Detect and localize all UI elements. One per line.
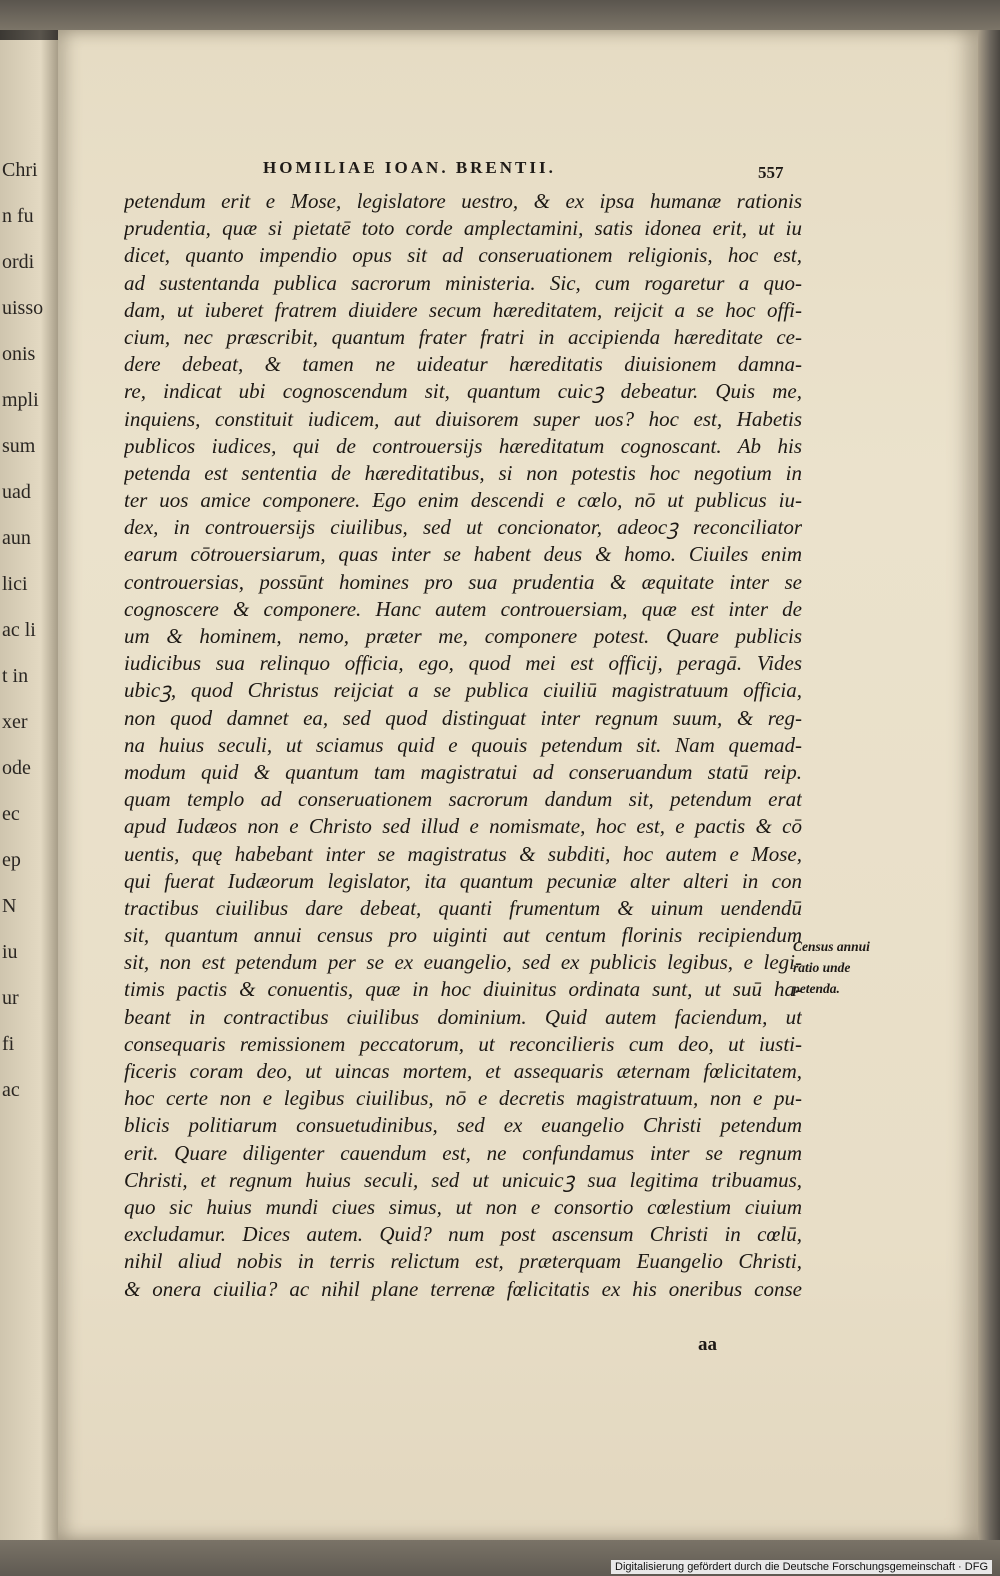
scan-top-edge [0, 0, 1000, 30]
facing-page-fragment: xer [2, 711, 28, 733]
text-line: um & hominem, nemo, præter me, componere potest. Quare publicis [124, 624, 802, 648]
book-page [58, 30, 978, 1540]
facing-page-fragment: ordi [2, 251, 35, 273]
text-line: re, indicat ubi cognoscendum sit, quantum cuicꝫ debeatur. Quis me, [124, 379, 802, 404]
facing-page-fragment: aun [2, 527, 31, 549]
running-head: HOMILIAE IOAN. BRENTII. [263, 158, 556, 177]
text-line: petenda est sententia de hæreditatibus, si non potestis hoc negotium in [124, 460, 802, 485]
facing-page-fragment: iu [2, 941, 18, 963]
facing-page-fragment: n fu [2, 205, 34, 227]
facing-page-fragment: ur [2, 987, 19, 1009]
facing-page-fragment: mpli [2, 389, 39, 411]
text-line: consequaris remissionem peccatorum, ut reconcilieris cum deo, ut iusti- [124, 1031, 802, 1056]
text-line: Christi, et regnum huius seculi, sed ut unicuicꝫ sua legitima tribuamus, [124, 1167, 802, 1192]
facing-page-fragment: Chri [2, 159, 38, 181]
text-line: controuersias, possūnt homines pro sua prudentia & æquitate inter se [124, 569, 802, 594]
text-line: modum quid & quantum tam magistratui ad conseruandum statū reip. [124, 759, 802, 784]
facing-page-fragment: N [2, 895, 17, 917]
text-line: sit, quantum annui census pro uiginti aut centum florinis recipiendum [124, 923, 802, 948]
text-line: non quod damnet ea, sed quod distinguat inter regnum suum, & reg- [124, 705, 802, 730]
text-line: prudentia, quæ si pietatē toto corde amplectamini, satis idonea erit, ut iu [124, 216, 802, 241]
text-line: publicos iudices, qui de controuersijs hæreditatum cognoscant. Ab his [124, 433, 802, 458]
facing-page-fragment: ode [2, 757, 31, 779]
text-line: uentis, quę habebant inter se magistratus & subditi, hoc autem e Mose, [124, 841, 802, 866]
text-line: ad sustentanda publica sacrorum ministeria. Sic, cum rogaretur a quo- [124, 270, 802, 295]
text-line: na huius seculi, ut sciamus quid e quouis petendum sit. Nam quemad- [124, 732, 802, 757]
facing-page-fragment: uad [2, 481, 31, 503]
facing-page-fragment: ec [2, 803, 20, 825]
text-line: ubicꝫ, quod Christus reijciat a se publica ciuiliū magistratuum officia, [124, 678, 802, 703]
text-line: ficeris coram deo, ut uincas mortem, et assequaris æternam fœlicitatem, [124, 1059, 802, 1083]
body-text [124, 188, 802, 1303]
marginal-note [793, 936, 893, 999]
text-line: apud Iudæos non e Christo sed illud e nomismate, hoc est, e pactis & cō [124, 814, 802, 839]
facing-page-fragment: uisso [2, 297, 44, 319]
facing-page-fragment: ac [2, 1079, 20, 1101]
text-line: quam templo ad conseruationem sacrorum dandum sit, petendum erat [124, 787, 802, 812]
marginal-note-line: Census annui [793, 939, 870, 954]
text-line: dicet, quanto impendio opus sit ad conseruationem religionis, hoc est, [124, 243, 802, 268]
scan-bottom-edge [0, 1540, 1000, 1576]
folio-number: 557 [758, 163, 784, 182]
facing-page-fragment: ac li [2, 619, 36, 641]
facing-page-edge [0, 40, 58, 1540]
facing-page-fragment: sum [2, 435, 36, 457]
text-line: timis pactis & conuentis, quæ in hoc diuinitus ordinata sunt, ut suū ha- [124, 977, 802, 1002]
text-line: dam, ut iuberet fratrem diuidere secum hæreditatem, reijcit a se hoc offi- [124, 297, 802, 322]
text-line: cium, nec præscribit, quantum frater fratri in accipienda hæreditate ce- [124, 324, 802, 349]
text-line: inquiens, constituit iudicem, aut diuisorem super uos? hoc est, Habetis [124, 406, 802, 431]
text-line: tractibus ciuilibus dare debeat, quanti frumentum & uinum uendendū [124, 895, 802, 920]
text-line: dex, in controuersijs ciuilibus, sed ut concionator, adeocꝫ reconciliator [124, 515, 802, 540]
text-line: blicis politiarum consuetudinibus, sed ex euangelio Christi petendum [124, 1113, 802, 1138]
facing-page-fragment: lici [2, 573, 28, 595]
digitization-credit: Digitalisierung gefördert durch die Deutsche Forschungsgemeinschaft · DFG [611, 1560, 992, 1574]
facing-page-fragment: t in [2, 665, 29, 687]
text-line: hoc certe non e legibus ciuilibus, nō e decretis magistratuum, non e pu- [124, 1086, 802, 1111]
facing-page-fragment: ep [2, 849, 21, 871]
facing-page-fragment: fi [2, 1033, 15, 1055]
marginal-note-line: petenda. [793, 981, 840, 996]
text-line: iudicibus sua relinquo officia, ego, quod mei est officij, peragā. Vides [124, 651, 802, 676]
text-line: erit. Quare diligenter cauendum est, ne confundamus inter se regnum [124, 1140, 802, 1165]
text-line: quo sic huius mundi ciues simus, ut non e consortio cœlestium ciuium [124, 1194, 802, 1219]
text-line: excludamur. Dices autem. Quid? num post ascensum Christi in cœlū, [124, 1222, 802, 1247]
text-line: nihil aliud nobis in terris relictum est, præterquam Euangelio Christi, [124, 1249, 802, 1274]
text-line: qui fuerat Iudæorum legislator, ita quantum pecuniæ alter alteri in con [124, 868, 802, 893]
catchword: aa [698, 1334, 717, 1355]
text-line: earum cōtrouersiarum, quas inter se habent deus & homo. Ciuiles enim [124, 542, 802, 567]
facing-page-fragment: onis [2, 343, 36, 365]
text-line: ter uos amice componere. Ego enim descendi e cœlo, nō ut publicus iu- [124, 488, 802, 513]
text-line: cognoscere & componere. Hanc autem controuersiam, quæ est inter de [124, 596, 802, 621]
text-line: petendum erit e Mose, legislatore uestro, & ex ipsa humanæ rationis [124, 189, 802, 213]
text-line: & onera ciuilia? ac nihil plane terrenæ fœlicitatis ex his oneribus conse [124, 1276, 802, 1301]
text-line: beant in contractibus ciuilibus dominium. Quid autem faciendum, ut [124, 1004, 802, 1029]
text-line: dere debeat, & tamen ne uideatur hæreditatis diuisionem damna- [124, 352, 802, 377]
marginal-note-line: ratio unde [793, 960, 851, 975]
text-line: sit, non est petendum per se ex euangelio, sed ex publicis legibus, e legi- [124, 950, 802, 975]
